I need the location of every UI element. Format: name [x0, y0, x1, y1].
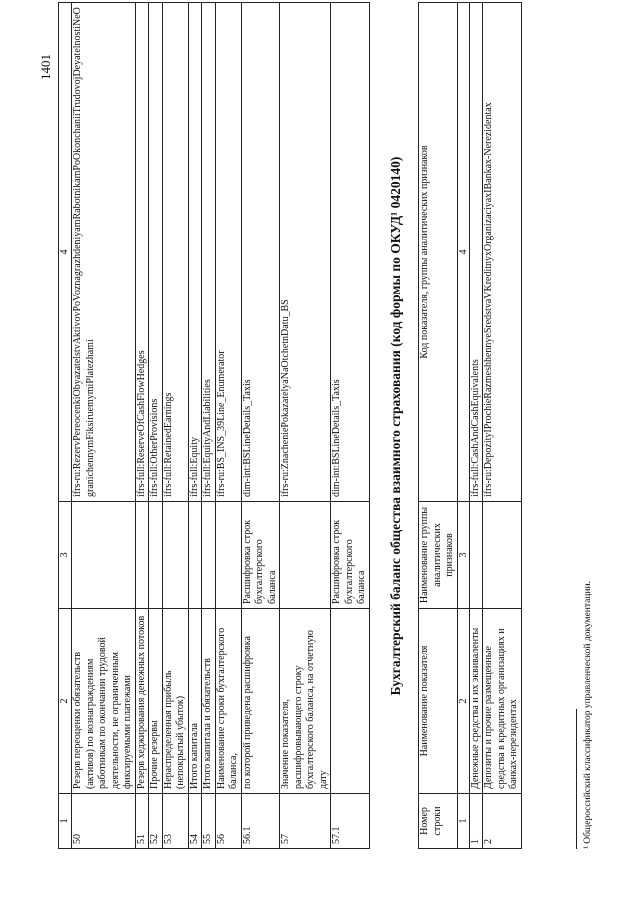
- row-code: ifrs-full:OtherProvisions: [149, 3, 163, 502]
- row-group: [215, 502, 241, 609]
- row-name: Итого капитала: [188, 609, 202, 794]
- row-group: [135, 502, 149, 609]
- row-group: [162, 502, 188, 609]
- row-group: [202, 502, 216, 609]
- row-number: 55: [202, 794, 216, 849]
- row-name: Депозиты и прочие размещенные средства в кредитных организациях и банках-нерезидентах: [483, 609, 522, 794]
- row-code: ifrs-full:Equity: [188, 3, 202, 502]
- table-row: [469, 3, 483, 849]
- row-name: Денежные средства и их эквиваленты: [469, 609, 483, 794]
- row-number: 56.1: [241, 794, 280, 849]
- row-name: Значение показателя, расшифровывающего строку бухгалтерского баланса, на отчетную дату: [280, 609, 331, 794]
- row-name: Итого капитала и обязательств: [202, 609, 216, 794]
- row-number: 50: [72, 794, 136, 849]
- row-code: ifrs-ru:RezervPereocenkiObyazatelstvAktivovPoVoznagrazhdeniyamRabotnikamPoOkonchaniiTrudovojDeyatelnostiNeOgranichennymFiksiruemymiPlatezhami: [72, 3, 136, 502]
- row-name: Наименование строки бухгалтерского баланса,: [215, 609, 241, 794]
- row-group: [483, 502, 522, 609]
- row-group: [149, 502, 163, 609]
- table-row: [483, 3, 522, 849]
- row-number: 57: [280, 794, 331, 849]
- footnote: ¹ Общероссийский классификатор управленческой документации.: [583, 581, 593, 849]
- row-number: 57.1: [331, 794, 370, 849]
- section-title: Бухгалтерский баланс общества взаимного страхования (код формы по ОКУД¹ 0420140): [388, 156, 403, 696]
- row-number: 56: [215, 794, 241, 849]
- col-num: 3: [59, 502, 72, 609]
- row-number: 53: [162, 794, 188, 849]
- table-row: [215, 3, 241, 849]
- table-row: [280, 3, 331, 849]
- col-num: 1: [457, 794, 469, 849]
- row-code: ifrs-ru:DepozityIProchieRazmeshhennyeSredstvaVKreditnyxOrganizaciyaxIBankax-Nerezidentax: [483, 3, 522, 502]
- row-group: Расшифровка строк бухгалтерского баланса: [331, 502, 370, 609]
- header-cell: Наименование группы аналитических признаков: [419, 502, 458, 609]
- header-row: [419, 3, 458, 849]
- column-number-row: [59, 3, 72, 849]
- row-name: по которой приведена расшифровка: [241, 609, 280, 794]
- page-number: 1401: [38, 54, 53, 80]
- table-row: [241, 3, 280, 849]
- header-cell: Наименование показателя: [419, 609, 458, 794]
- footnote-separator: [576, 709, 577, 849]
- row-number: 51: [135, 794, 149, 849]
- row-code: ifrs-full:CashAndCashEquivalents: [469, 3, 483, 502]
- row-number: 1: [469, 794, 483, 849]
- balance-table: [418, 2, 522, 849]
- row-name: Нераспределенная прибыль (непокрытый убыток): [162, 609, 188, 794]
- col-num: 2: [59, 609, 72, 794]
- row-code: ifrs-full:EquityAndLiabilities: [202, 3, 216, 502]
- row-code: ifrs-full:RetainedEarnings: [162, 3, 188, 502]
- table-continued: [58, 2, 370, 849]
- row-name: Резерв переоценки обязательств (активов) по вознаграждениям работникам по окончании трудовой деятельности, не ограниченным фиксируемыми платежами: [72, 609, 136, 794]
- table-row: [188, 3, 202, 849]
- header-cell: Номер строки: [419, 794, 458, 849]
- col-num: 2: [457, 609, 469, 794]
- row-name: Резерв хеджирования денежных потоков: [135, 609, 149, 794]
- row-code: dim-int:BSLineDetails_Taxis: [241, 3, 280, 502]
- row-group: [469, 502, 483, 609]
- row-code: ifrs-full:ReserveOfCashFlowHedges: [135, 3, 149, 502]
- row-number: 2: [483, 794, 522, 849]
- row-name: [331, 609, 370, 794]
- table-row: [162, 3, 188, 849]
- row-group: [72, 502, 136, 609]
- row-group: [280, 502, 331, 609]
- col-num: 3: [457, 502, 469, 609]
- table-row: [149, 3, 163, 849]
- col-num: 4: [59, 3, 72, 502]
- row-code: ifrs-ru:ZnacheniePokazatelyaNaOtchetnDatu_BS: [280, 3, 331, 502]
- table-row: [202, 3, 216, 849]
- row-number: 54: [188, 794, 202, 849]
- table-row: [72, 3, 136, 849]
- row-code: dim-int:BSLineDetails_Taxis: [331, 3, 370, 502]
- row-group: Расшифровка строк бухгалтерского баланса: [241, 502, 280, 609]
- header-cell: Код показателя, группы аналитических признаков: [419, 3, 458, 502]
- row-number: 52: [149, 794, 163, 849]
- row-group: [188, 502, 202, 609]
- row-code: ifrs-ru:BS_INS_39Line_Enumerator: [215, 3, 241, 502]
- table-row: [135, 3, 149, 849]
- table-row: [331, 3, 370, 849]
- col-num: 4: [457, 3, 469, 502]
- column-number-row: [457, 3, 469, 849]
- row-name: Прочие резервы: [149, 609, 163, 794]
- col-num: 1: [59, 794, 72, 849]
